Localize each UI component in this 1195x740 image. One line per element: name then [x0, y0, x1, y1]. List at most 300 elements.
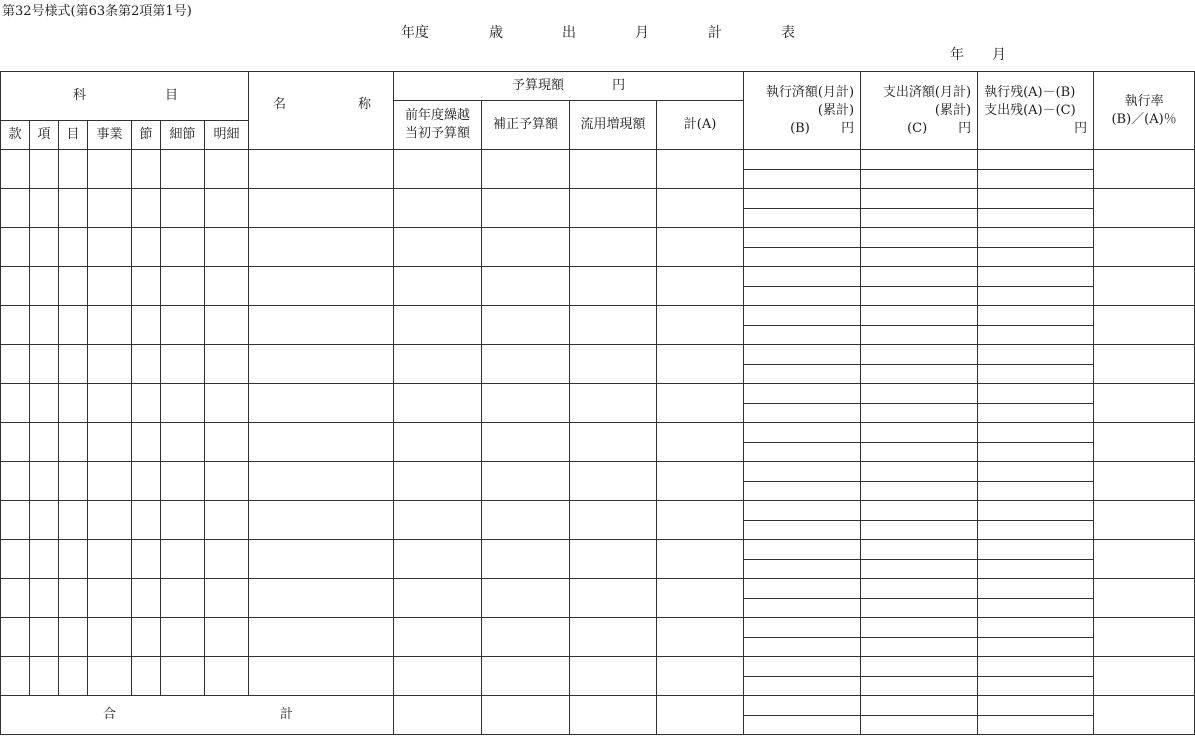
zan-line2: 支出残(A)－(C): [984, 102, 1076, 118]
data-cell[interactable]: [394, 423, 482, 462]
data-cell[interactable]: [657, 384, 744, 423]
cumulative-cell[interactable]: [861, 286, 978, 306]
total-cell[interactable]: [570, 696, 657, 735]
cumulative-cell[interactable]: [978, 208, 1094, 228]
data-cell[interactable]: [657, 228, 744, 267]
data-cell[interactable]: [59, 189, 88, 228]
data-cell[interactable]: [59, 462, 88, 501]
data-cell[interactable]: [570, 228, 657, 267]
data-cell[interactable]: [30, 657, 59, 696]
monthly-cell[interactable]: [744, 423, 861, 443]
cumulative-cell[interactable]: [978, 325, 1094, 345]
total-cell[interactable]: [482, 696, 570, 735]
data-cell[interactable]: [205, 462, 249, 501]
data-cell[interactable]: [394, 540, 482, 579]
monthly-cell[interactable]: [861, 423, 978, 443]
total-cumulative-cell[interactable]: [861, 715, 978, 735]
data-cell[interactable]: [161, 150, 205, 189]
data-cell[interactable]: [570, 306, 657, 345]
total-rate-cell[interactable]: [1094, 696, 1195, 735]
shikko-unit: 円: [841, 120, 855, 136]
data-cell[interactable]: [161, 306, 205, 345]
data-cell[interactable]: [59, 150, 88, 189]
data-cell[interactable]: [1, 462, 30, 501]
data-cell[interactable]: [570, 423, 657, 462]
total-cell[interactable]: [657, 696, 744, 735]
data-cell[interactable]: [570, 618, 657, 657]
monthly-cell[interactable]: [978, 540, 1094, 560]
cumulative-cell[interactable]: [744, 286, 861, 306]
data-cell[interactable]: [132, 189, 161, 228]
data-cell[interactable]: [205, 345, 249, 384]
data-cell[interactable]: [1, 618, 30, 657]
data-cell[interactable]: [249, 150, 394, 189]
data-cell[interactable]: [30, 501, 59, 540]
monthly-cell[interactable]: [978, 384, 1094, 404]
rate-cell[interactable]: [1094, 618, 1195, 657]
cumulative-cell[interactable]: [861, 676, 978, 696]
data-cell[interactable]: [1, 306, 30, 345]
data-cell[interactable]: [30, 462, 59, 501]
cumulative-cell[interactable]: [861, 364, 978, 384]
table-row: [1, 267, 1195, 287]
monthly-cell[interactable]: [861, 384, 978, 404]
data-cell[interactable]: [657, 189, 744, 228]
total-label-cell: [1, 696, 394, 735]
data-cell[interactable]: [88, 150, 132, 189]
monthly-cell[interactable]: [978, 579, 1094, 599]
data-cell[interactable]: [657, 345, 744, 384]
cumulative-cell[interactable]: [744, 598, 861, 618]
total-cumulative-cell[interactable]: [978, 715, 1094, 735]
data-cell[interactable]: [161, 228, 205, 267]
data-cell[interactable]: [161, 462, 205, 501]
monthly-cell[interactable]: [744, 228, 861, 248]
data-cell[interactable]: [570, 150, 657, 189]
data-cell[interactable]: [1, 501, 30, 540]
cumulative-cell[interactable]: [978, 169, 1094, 189]
data-cell[interactable]: [657, 579, 744, 618]
data-cell[interactable]: [161, 501, 205, 540]
monthly-cell[interactable]: [861, 462, 978, 482]
data-cell[interactable]: [657, 618, 744, 657]
data-cell[interactable]: [482, 228, 570, 267]
monthly-cell[interactable]: [861, 228, 978, 248]
monthly-cell[interactable]: [978, 306, 1094, 326]
data-cell[interactable]: [249, 657, 394, 696]
data-cell[interactable]: [132, 462, 161, 501]
data-cell[interactable]: [1, 579, 30, 618]
data-cell[interactable]: [482, 267, 570, 306]
data-cell[interactable]: [249, 189, 394, 228]
table-row: [1, 423, 1195, 443]
cumulative-cell[interactable]: [744, 364, 861, 384]
data-cell[interactable]: [482, 345, 570, 384]
cumulative-cell[interactable]: [861, 325, 978, 345]
data-cell[interactable]: [205, 189, 249, 228]
data-cell[interactable]: [205, 150, 249, 189]
data-cell[interactable]: [88, 501, 132, 540]
shikko-line1: 執行済額(月計): [765, 84, 855, 100]
data-cell[interactable]: [59, 306, 88, 345]
yosan-unit: 円: [612, 78, 626, 93]
data-cell[interactable]: [394, 579, 482, 618]
data-cell[interactable]: [30, 306, 59, 345]
data-cell[interactable]: [30, 189, 59, 228]
data-cell[interactable]: [30, 579, 59, 618]
total-cell[interactable]: [394, 696, 482, 735]
monthly-cell[interactable]: [744, 384, 861, 404]
data-cell[interactable]: [205, 579, 249, 618]
data-cell[interactable]: [570, 345, 657, 384]
cumulative-cell[interactable]: [744, 169, 861, 189]
data-cell[interactable]: [1, 189, 30, 228]
data-cell[interactable]: [657, 267, 744, 306]
data-cell[interactable]: [249, 345, 394, 384]
data-cell[interactable]: [657, 150, 744, 189]
data-cell[interactable]: [249, 579, 394, 618]
table-row: [1, 228, 1195, 248]
data-cell[interactable]: [1, 423, 30, 462]
rate-cell[interactable]: [1094, 189, 1195, 228]
rate-cell[interactable]: [1094, 657, 1195, 696]
table-row: [1, 618, 1195, 638]
total-monthly-cell[interactable]: [861, 696, 978, 716]
data-cell[interactable]: [88, 345, 132, 384]
data-cell[interactable]: [570, 462, 657, 501]
monthly-cell[interactable]: [861, 306, 978, 326]
cumulative-cell[interactable]: [861, 559, 978, 579]
data-cell[interactable]: [161, 579, 205, 618]
data-cell[interactable]: [1, 228, 30, 267]
col-ko: 項: [30, 121, 59, 150]
data-cell[interactable]: [657, 306, 744, 345]
monthly-cell[interactable]: [744, 618, 861, 638]
data-cell[interactable]: [394, 345, 482, 384]
data-cell[interactable]: [249, 618, 394, 657]
monthly-cell[interactable]: [978, 267, 1094, 287]
data-cell[interactable]: [205, 501, 249, 540]
data-cell[interactable]: [59, 540, 88, 579]
data-cell[interactable]: [88, 579, 132, 618]
cumulative-cell[interactable]: [978, 442, 1094, 462]
data-cell[interactable]: [394, 384, 482, 423]
rate-cell[interactable]: [1094, 462, 1195, 501]
cumulative-cell[interactable]: [978, 247, 1094, 267]
data-cell[interactable]: [59, 267, 88, 306]
shishutsu-line2: (累計): [934, 102, 972, 118]
cumulative-cell[interactable]: [744, 559, 861, 579]
data-cell[interactable]: [59, 657, 88, 696]
data-cell[interactable]: [482, 150, 570, 189]
monthly-cell[interactable]: [744, 501, 861, 521]
data-cell[interactable]: [161, 345, 205, 384]
data-cell[interactable]: [88, 423, 132, 462]
data-cell[interactable]: [161, 384, 205, 423]
data-cell[interactable]: [161, 618, 205, 657]
data-cell[interactable]: [570, 657, 657, 696]
data-cell[interactable]: [161, 657, 205, 696]
cumulative-cell[interactable]: [744, 637, 861, 657]
data-cell[interactable]: [88, 462, 132, 501]
data-cell[interactable]: [30, 618, 59, 657]
data-cell[interactable]: [132, 423, 161, 462]
data-cell[interactable]: [394, 228, 482, 267]
data-cell[interactable]: [30, 423, 59, 462]
table-row: [1, 462, 1195, 482]
data-cell[interactable]: [88, 540, 132, 579]
data-cell[interactable]: [132, 150, 161, 189]
cumulative-cell[interactable]: [978, 520, 1094, 540]
data-cell[interactable]: [88, 384, 132, 423]
monthly-cell[interactable]: [978, 462, 1094, 482]
table-row: [1, 189, 1195, 209]
meisho-header: [249, 72, 394, 150]
data-cell[interactable]: [59, 618, 88, 657]
col-moku: 目: [59, 121, 88, 150]
monthly-cell[interactable]: [978, 150, 1094, 170]
data-cell[interactable]: [394, 150, 482, 189]
rate-cell[interactable]: [1094, 345, 1195, 384]
monthly-cell[interactable]: [861, 501, 978, 521]
data-cell[interactable]: [482, 579, 570, 618]
data-cell[interactable]: [59, 501, 88, 540]
cumulative-cell[interactable]: [744, 676, 861, 696]
data-cell[interactable]: [570, 189, 657, 228]
data-cell[interactable]: [570, 267, 657, 306]
rate-cell[interactable]: [1094, 579, 1195, 618]
data-cell[interactable]: [482, 384, 570, 423]
rate-cell[interactable]: [1094, 228, 1195, 267]
data-cell[interactable]: [30, 150, 59, 189]
monthly-cell[interactable]: [744, 462, 861, 482]
table-row: [1, 306, 1195, 326]
data-cell[interactable]: [132, 657, 161, 696]
data-cell[interactable]: [161, 267, 205, 306]
data-cell[interactable]: [482, 462, 570, 501]
cumulative-cell[interactable]: [744, 403, 861, 423]
data-cell[interactable]: [88, 306, 132, 345]
data-cell[interactable]: [132, 267, 161, 306]
rate-cell[interactable]: [1094, 306, 1195, 345]
data-cell[interactable]: [205, 657, 249, 696]
monthly-cell[interactable]: [744, 345, 861, 365]
data-cell[interactable]: [249, 228, 394, 267]
data-cell[interactable]: [482, 618, 570, 657]
cumulative-cell[interactable]: [744, 247, 861, 267]
data-cell[interactable]: [1, 345, 30, 384]
data-cell[interactable]: [1, 384, 30, 423]
data-cell[interactable]: [482, 501, 570, 540]
rate-cell[interactable]: [1094, 384, 1195, 423]
cumulative-cell[interactable]: [978, 559, 1094, 579]
total-label-right: 計: [280, 707, 294, 722]
data-cell[interactable]: [249, 423, 394, 462]
data-cell[interactable]: [1, 150, 30, 189]
data-cell[interactable]: [394, 189, 482, 228]
data-cell[interactable]: [161, 423, 205, 462]
data-cell[interactable]: [132, 228, 161, 267]
cumulative-cell[interactable]: [861, 247, 978, 267]
total-monthly-cell[interactable]: [744, 696, 861, 716]
data-cell[interactable]: [205, 423, 249, 462]
table-row: [1, 150, 1195, 170]
data-cell[interactable]: [1, 267, 30, 306]
monthly-cell[interactable]: [744, 306, 861, 326]
data-cell[interactable]: [161, 540, 205, 579]
monthly-cell[interactable]: [744, 657, 861, 677]
cumulative-cell[interactable]: [978, 286, 1094, 306]
data-cell[interactable]: [132, 306, 161, 345]
cumulative-cell[interactable]: [861, 208, 978, 228]
data-cell[interactable]: [482, 657, 570, 696]
monthly-cell[interactable]: [861, 657, 978, 677]
data-cell[interactable]: [249, 462, 394, 501]
data-cell[interactable]: [205, 384, 249, 423]
yosan-label: 予算現額: [512, 78, 565, 93]
data-cell[interactable]: [59, 228, 88, 267]
data-cell[interactable]: [59, 384, 88, 423]
data-cell[interactable]: [205, 306, 249, 345]
data-cell[interactable]: [657, 462, 744, 501]
data-cell[interactable]: [59, 423, 88, 462]
data-cell[interactable]: [88, 189, 132, 228]
monthly-cell[interactable]: [861, 267, 978, 287]
data-cell[interactable]: [249, 384, 394, 423]
data-cell[interactable]: [132, 579, 161, 618]
monthly-cell[interactable]: [744, 579, 861, 599]
data-cell[interactable]: [88, 618, 132, 657]
monthly-cell[interactable]: [978, 228, 1094, 248]
data-cell[interactable]: [132, 540, 161, 579]
data-cell[interactable]: [482, 540, 570, 579]
data-cell[interactable]: [132, 501, 161, 540]
monthly-cell[interactable]: [978, 423, 1094, 443]
rate-cell[interactable]: [1094, 501, 1195, 540]
monthly-cell[interactable]: [978, 189, 1094, 209]
monthly-cell[interactable]: [861, 189, 978, 209]
data-cell[interactable]: [88, 267, 132, 306]
rate-cell[interactable]: [1094, 150, 1195, 189]
monthly-cell[interactable]: [861, 345, 978, 365]
data-cell[interactable]: [132, 384, 161, 423]
rate-line1: 執行率: [1124, 93, 1164, 109]
data-cell[interactable]: [205, 618, 249, 657]
data-cell[interactable]: [30, 228, 59, 267]
data-cell[interactable]: [394, 267, 482, 306]
rate-cell[interactable]: [1094, 423, 1195, 462]
data-cell[interactable]: [249, 501, 394, 540]
data-cell[interactable]: [1, 657, 30, 696]
cumulative-cell[interactable]: [744, 481, 861, 501]
rate-cell[interactable]: [1094, 540, 1195, 579]
data-cell[interactable]: [59, 579, 88, 618]
monthly-cell[interactable]: [978, 657, 1094, 677]
cumulative-cell[interactable]: [861, 403, 978, 423]
data-cell[interactable]: [570, 501, 657, 540]
cumulative-cell[interactable]: [861, 520, 978, 540]
total-monthly-cell[interactable]: [978, 696, 1094, 716]
data-cell[interactable]: [570, 540, 657, 579]
monthly-cell[interactable]: [978, 618, 1094, 638]
data-cell[interactable]: [394, 306, 482, 345]
kamoku-right: 目: [165, 88, 179, 103]
data-cell[interactable]: [570, 579, 657, 618]
data-cell[interactable]: [249, 540, 394, 579]
monthly-cell[interactable]: [978, 501, 1094, 521]
data-cell[interactable]: [132, 345, 161, 384]
data-cell[interactable]: [482, 306, 570, 345]
data-cell[interactable]: [205, 228, 249, 267]
data-cell[interactable]: [30, 345, 59, 384]
data-cell[interactable]: [1, 540, 30, 579]
monthly-cell[interactable]: [861, 579, 978, 599]
total-cumulative-cell[interactable]: [744, 715, 861, 735]
monthly-cell[interactable]: [744, 267, 861, 287]
data-cell[interactable]: [205, 540, 249, 579]
cumulative-cell[interactable]: [978, 481, 1094, 501]
data-cell[interactable]: [30, 384, 59, 423]
data-cell[interactable]: [482, 189, 570, 228]
data-cell[interactable]: [88, 228, 132, 267]
cumulative-cell[interactable]: [861, 598, 978, 618]
total-label-left: 合: [103, 707, 117, 722]
monthly-cell[interactable]: [744, 540, 861, 560]
data-cell[interactable]: [249, 267, 394, 306]
data-cell[interactable]: [88, 657, 132, 696]
cumulative-cell[interactable]: [744, 442, 861, 462]
cumulative-cell[interactable]: [861, 169, 978, 189]
data-cell[interactable]: [394, 462, 482, 501]
data-cell[interactable]: [657, 501, 744, 540]
data-cell[interactable]: [30, 267, 59, 306]
cumulative-cell[interactable]: [978, 403, 1094, 423]
data-cell[interactable]: [482, 423, 570, 462]
cumulative-cell[interactable]: [978, 637, 1094, 657]
cumulative-cell[interactable]: [861, 481, 978, 501]
cumulative-cell[interactable]: [744, 208, 861, 228]
monthly-cell[interactable]: [744, 150, 861, 170]
cumulative-cell[interactable]: [978, 364, 1094, 384]
data-cell[interactable]: [394, 618, 482, 657]
cumulative-cell[interactable]: [861, 637, 978, 657]
data-cell[interactable]: [132, 618, 161, 657]
data-cell[interactable]: [657, 423, 744, 462]
monthly-cell[interactable]: [861, 618, 978, 638]
data-cell[interactable]: [394, 501, 482, 540]
monthly-cell[interactable]: [861, 150, 978, 170]
data-cell[interactable]: [30, 540, 59, 579]
monthly-cell[interactable]: [861, 540, 978, 560]
data-cell[interactable]: [570, 384, 657, 423]
data-cell[interactable]: [205, 267, 249, 306]
cumulative-cell[interactable]: [744, 520, 861, 540]
cumulative-cell[interactable]: [861, 442, 978, 462]
cumulative-cell[interactable]: [978, 598, 1094, 618]
data-cell[interactable]: [249, 306, 394, 345]
rate-cell[interactable]: [1094, 267, 1195, 306]
data-cell[interactable]: [59, 345, 88, 384]
monthly-cell[interactable]: [744, 189, 861, 209]
cumulative-cell[interactable]: [744, 325, 861, 345]
data-cell[interactable]: [657, 540, 744, 579]
data-cell[interactable]: [161, 189, 205, 228]
data-cell[interactable]: [657, 657, 744, 696]
hosei-header: 補正予算額: [482, 101, 570, 150]
data-cell[interactable]: [394, 657, 482, 696]
cumulative-cell[interactable]: [978, 676, 1094, 696]
monthly-cell[interactable]: [978, 345, 1094, 365]
